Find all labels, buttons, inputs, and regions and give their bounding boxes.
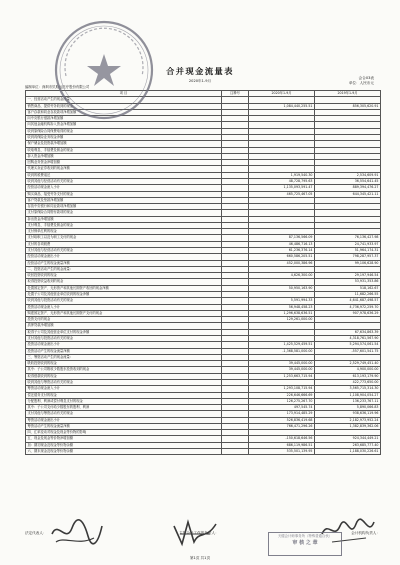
row-current-value: 226,646,666.69 (249, 392, 315, 398)
row-prior-value: 53,931,353.86 (315, 279, 381, 285)
row-item: 筹资活动现金流入小计 (26, 386, 222, 392)
row-item: 吸收投资收到的现金 (26, 361, 222, 367)
row-item: 支付其他与经营活动有关的现金 (26, 248, 222, 254)
row-item: 处置固定资产、无形资产和其他长期资产收回的现金净额 (26, 285, 222, 291)
row-current-value: 1,135,093,591.47 (249, 185, 315, 191)
row-item: 六、期末现金及现金等价物余额 (26, 449, 222, 455)
page-number: 第1页 共1页 (189, 556, 211, 560)
row-item: 回购业务资金净增加额 (26, 160, 222, 166)
row-item: 拆出资金净增加额 (26, 216, 222, 222)
company-name: 编制单位：深圳市贝斯达医疗股份有限公司 (25, 85, 90, 89)
row-item: 加：期初现金及现金等价物余额 (26, 442, 222, 448)
row-item: 筹资活动现金流出小计 (26, 417, 222, 423)
row-current-value: 766,471,296.26 (249, 423, 315, 429)
row-item: 分配股利、利润或偿付利息支付的现金 (26, 398, 222, 404)
row-current-value: 173,914,485.29 (249, 411, 315, 417)
row-current-value: 1,919,540.30 (249, 172, 315, 178)
row-item: 收回投资收到的现金 (26, 273, 222, 279)
row-item: 收到原保险合同保费取得的现金 (26, 128, 222, 134)
row-current-value: 1,425,529,459.51 (249, 342, 315, 348)
row-current-value: 46,486,716.13 (249, 241, 315, 247)
row-current-value: 126,275,267.70 (249, 398, 315, 404)
row-current-value: -1,368,581,000.00 (249, 348, 315, 354)
row-item: 其中：子公司支付给少数股东的股利、利润 (26, 405, 222, 411)
row-prior-value: 4,736,972,259.70 (315, 304, 381, 310)
legal-rep-signature (48, 516, 104, 550)
form-code: 会合03表 (358, 76, 374, 80)
row-item: 客户存款和同业存放款项净增加额 (26, 109, 222, 115)
row-prior-value: 613,193,179.90 (315, 373, 381, 379)
row-item: 支付的各项税费 (26, 241, 222, 247)
row-prior-value: 4,900,000.00 (315, 367, 381, 373)
row-item: 投资活动现金流入小计 (26, 304, 222, 310)
row-prior-value: 3,565,715,314.30 (315, 386, 381, 392)
row-prior-value: 29,197,946.54 (315, 273, 381, 279)
row-item: 取得借款收到的现金 (26, 373, 222, 379)
row-prior-value: 1,188,030,226.61 (315, 449, 381, 455)
row-current-value: 535,501,139.95 (249, 449, 315, 455)
row-prior-value: 67,634,863.39 (315, 329, 381, 335)
row-current-value: 1,084,440,255.51 (249, 103, 315, 109)
row-item: 处置子公司及其他营业单位收到的现金净额 (26, 292, 222, 298)
row-prior-value: 11,682,266.55 (315, 292, 381, 298)
row-current-value: 686,119,986.51 (249, 442, 315, 448)
row-item: 经营活动现金流入小计 (26, 185, 222, 191)
row-item: 其中：子公司吸收少数股东投资收到的现金 (26, 367, 222, 373)
row-item: 拆入资金净增加额 (26, 153, 222, 159)
row-current-value: 1,296,638,636.51 (249, 310, 315, 316)
row-item: 三、筹资活动产生的现金流量： (26, 354, 222, 360)
row-item: 收取利息、手续费及佣金的现金 (26, 147, 222, 153)
row-item: 收到再保险业务现金净额 (26, 134, 222, 140)
row-prior-value: 798,287,957.37 (315, 254, 381, 260)
row-prior-value: 5,890,066.83 (315, 405, 381, 411)
row-item: 购买商品、接受劳务支付的现金 (26, 191, 222, 197)
row-current-value: 87,136,566.09 (249, 235, 315, 241)
row-prior-value: -557,601,541.75 (315, 348, 381, 354)
row-current-value: 4,626,300.00 (249, 273, 315, 279)
row-item: 代理买卖证券收到的现金净额 (26, 166, 222, 172)
row-item: 支付原保险合同赔付款项的现金 (26, 210, 222, 216)
accounting-head-label: 主管会计工作的负责人： (179, 531, 219, 535)
row-prior-value: 4,641,687,498.57 (315, 298, 381, 304)
statement-title: 合并现金流量表 (166, 66, 234, 76)
row-prior-value: 644,345,421.11 (315, 191, 381, 197)
row-item: 支付保单红利的现金 (26, 229, 222, 235)
row-item: 支付其他与筹资活动有关的现金 (26, 411, 222, 417)
row-prior-value: 907,978,636.29 (315, 310, 381, 316)
row-current-value: 61,236,376.14 (249, 248, 315, 254)
row-item: 存放中央银行和同业款项净增加额 (26, 204, 222, 210)
cpa-verification-stamp: 天健会计师事务所（特殊普通合伙） 审 核 之 章 (268, 532, 342, 556)
row-current-value: 1,253,663,715.94 (249, 373, 315, 379)
row-item: 经营活动现金流出小计 (26, 254, 222, 260)
row-item: 投资活动产生的现金流量净额 (26, 348, 222, 354)
row-prior-value: 4,318,761,567.90 (315, 335, 381, 341)
row-item: 一、经营活动产生的现金流量： (26, 97, 222, 103)
currency-unit: 单位：人民币元 (348, 81, 374, 85)
row-item: 偿还债务支付的现金 (26, 392, 222, 398)
row-current-value: 129,261,000.00 (249, 317, 315, 323)
row-current-value: 452,000,386.96 (249, 260, 315, 266)
row-item: 收到其他与投资活动有关的现金 (26, 298, 222, 304)
row-prior-value: 76,136,427.98 (315, 235, 381, 241)
accounting-dept-label: 会计机构负责人： (351, 531, 380, 535)
row-item: 经营活动产生的现金流量净额 (26, 260, 222, 266)
row-current-value: 48,728,795.63 (249, 178, 315, 184)
row-current-value: 660,586,205.51 (249, 254, 315, 260)
row-prior-value: 136,233,767.11 (315, 398, 381, 404)
row-prior-value: 36,554,641.45 (315, 178, 381, 184)
row-current-value: -150,618,646.56 (249, 436, 315, 442)
row-item: 保户储金及投资款净增加额 (26, 141, 222, 147)
row-item: 销售商品、提供劳务收到的现金 (26, 103, 222, 109)
row-item: 购建固定资产、无形资产和其他长期资产支付的现金 (26, 310, 222, 316)
row-item: 收到其他与经营活动有关的现金 (26, 178, 222, 184)
column-header-current: 2020年1-9月 (249, 91, 315, 97)
row-current-value: 39,445,000.00 (249, 361, 315, 367)
column-header-prior: 2019年1-9月 (315, 91, 381, 97)
row-item: 取得子公司及其他营业单位支付的现金净额 (26, 329, 222, 335)
row-note (222, 449, 249, 455)
row-prior-value: 99,106,628.90 (315, 260, 381, 266)
row-item: 二、投资活动产生的现金流量： (26, 266, 222, 272)
statement-period: 2020年1-9月 (188, 79, 212, 83)
row-prior-value: 1,382,839,362.06 (315, 423, 381, 429)
row-prior-value: 51,964,174.31 (315, 248, 381, 254)
company-seal-stamp (52, 18, 156, 122)
column-header-note: 注释号 (222, 91, 249, 97)
row-current-value: 1,293,108,715.94 (249, 386, 315, 392)
row-current-value: 56,948,458.23 (249, 304, 315, 310)
row-current-value: 526,836,419.68 (249, 417, 315, 423)
row-item: 收到的税费返还 (26, 172, 222, 178)
row-prior-value: 518,162.67 (315, 285, 381, 291)
row-prior-value: 856,305,620.91 (315, 103, 381, 109)
row-prior-value: 263,685,777.40 (315, 442, 381, 448)
row-prior-value: 2,534,609.91 (315, 172, 381, 178)
table-row (26, 449, 381, 455)
row-current-value: 50,950,163.90 (249, 285, 315, 291)
column-header-item: 项 目 (26, 91, 222, 97)
row-item: 投资支付的现金 (26, 317, 222, 323)
row-item: 筹资活动产生的现金流量净额 (26, 423, 222, 429)
cash-flow-table (25, 90, 381, 455)
row-prior-value: 889,394,476.27 (315, 185, 381, 191)
row-item: 向中央银行借款净增加额 (26, 116, 222, 122)
row-prior-value: 5,294,574,061.54 (315, 342, 381, 348)
row-current-value: 39,445,000.00 (249, 367, 315, 373)
row-current-value: 5,591,994.33 (249, 298, 315, 304)
row-current-value: 465,725,467.05 (249, 191, 315, 197)
row-item: 质押贷款净增加额 (26, 323, 222, 329)
row-item: 取得投资收益收到的现金 (26, 279, 222, 285)
row-item: 收到其他与筹资活动有关的现金 (26, 379, 222, 385)
row-prior-value: 422,773,650.00 (315, 379, 381, 385)
row-item: 向其他金融机构拆入资金净增加额 (26, 122, 222, 128)
row-item: 支付其他与投资活动有关的现金 (26, 335, 222, 341)
row-item: 支付给职工以及为职工支付的现金 (26, 235, 222, 241)
row-item: 支付利息、手续费及佣金的现金 (26, 222, 222, 228)
row-current-value: 497,545.74 (249, 405, 315, 411)
row-item: 客户贷款及垫款净增加额 (26, 197, 222, 203)
row-prior-value: 1,108,904,054.27 (315, 392, 381, 398)
legal-representative-label: 法定代表人： (25, 531, 47, 535)
table-body (26, 97, 381, 455)
row-prior-value: 938,636,119.96 (315, 411, 381, 417)
row-prior-value: 24,741,933.97 (315, 241, 381, 247)
accounting-head-signature (170, 516, 220, 550)
row-item: 四、汇率变动对现金及现金等价物的影响 (26, 430, 222, 436)
row-item: 五、现金及现金等价物净增加额 (26, 436, 222, 442)
row-prior-value: 2,182,973,952.24 (315, 417, 381, 423)
row-prior-value: 924,344,449.21 (315, 436, 381, 442)
row-item: 投资活动现金流出小计 (26, 342, 222, 348)
row-prior-value: 2,529,749,451.40 (315, 361, 381, 367)
